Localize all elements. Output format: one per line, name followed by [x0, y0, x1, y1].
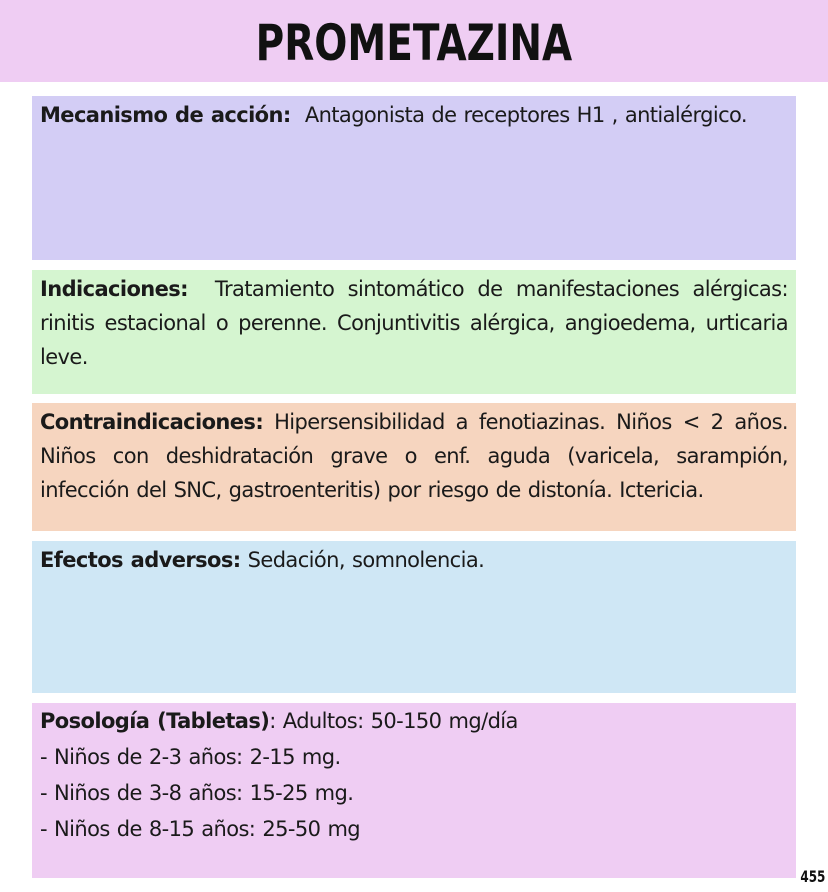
posologia-line: - Niños de 2-3 años: 2-15 mg.	[40, 745, 341, 769]
section-contraindicaciones	[32, 403, 796, 531]
section-text-indicaciones: Tratamiento sintomático de manifestaciones alérgicas: rinitis estacional o perenne. Conjuntivitis alérgica, angioedema, urticaria leve.	[40, 277, 789, 369]
section-label-posologia: Posología (Tabletas)	[40, 709, 270, 733]
section-label-efectos: Efectos adversos:	[40, 548, 241, 572]
title-banner	[0, 0, 828, 82]
section-label-contraindicaciones: Contraindicaciones:	[40, 410, 264, 434]
page-number: 455	[799, 867, 825, 886]
section-text-mecanismo: Antagonista de receptores H1 , antialérgico.	[304, 103, 748, 127]
section-text-efectos: Sedación, somnolencia.	[247, 548, 485, 572]
section-label-mecanismo: Mecanismo de acción:	[40, 103, 291, 127]
section-indicaciones	[32, 270, 796, 394]
posologia-line: - Niños de 8-15 años: 25-50 mg	[40, 817, 361, 841]
section-mecanismo	[32, 96, 796, 260]
posologia-first-line	[40, 703, 788, 739]
section-text-contraindicaciones: Hipersensibilidad a fenotiazinas. Niños < 2 años. Niños con deshidratación grave o enf. aguda (varicela, sarampión, infección del SNC, gastroenteritis) por riesgo de distonía. Ictericia.	[40, 410, 789, 502]
section-posologia	[32, 703, 796, 878]
section-efectos-adversos	[32, 541, 796, 693]
section-text-posologia: : Adultos: 50-150 mg/día	[269, 709, 518, 733]
page-title: PROMETAZINA	[255, 14, 573, 72]
posologia-line: - Niños de 3-8 años: 15-25 mg.	[40, 781, 354, 805]
section-label-indicaciones: Indicaciones:	[40, 277, 188, 301]
